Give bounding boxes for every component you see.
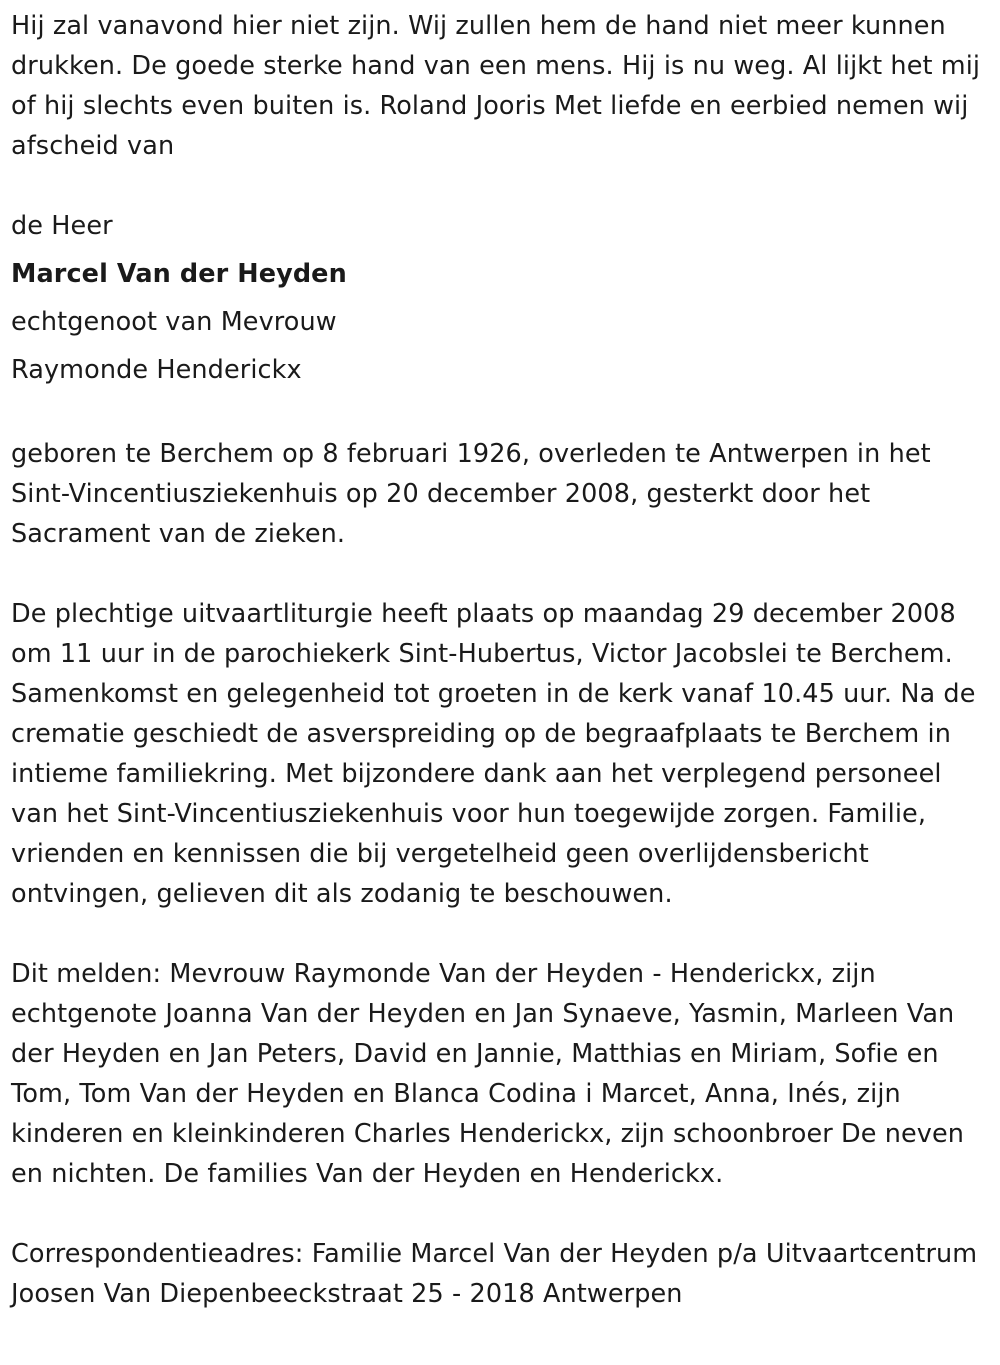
spacer	[11, 554, 990, 594]
announcers-paragraph: Dit melden: Mevrouw Raymonde Van der Heyden - Henderickx, zijn echtgenote Joanna Van der Heyden en Jan Synaeve, Yasmin, Marleen Van der Heyden en Jan Peters, David en Jannie, Matthias en Miriam, Sofie en Tom, Tom Van der Heyden en Blanca Codina i Marcet, Anna, Inés, zijn kinderen en kleinkinderen Charles Henderickx, zijn schoonbroer De neven en nichten. De families Van der Heyden en Henderickx.	[11, 959, 965, 1189]
spacer	[11, 1194, 990, 1234]
spacer	[11, 914, 990, 954]
birth-death-paragraph: geboren te Berchem op 8 februari 1926, overleden te Antwerpen in het Sint-Vincentiusziekenhuis op 20 december 2008, gesterkt door het Sacrament van de zieken.	[11, 439, 931, 549]
spacer	[11, 394, 990, 434]
deceased-title: de Heer	[11, 211, 113, 241]
deceased-relation: echtgenoot van Mevrouw	[11, 307, 337, 337]
deceased-spouse: Raymonde Henderickx	[11, 355, 302, 385]
deceased-block	[11, 206, 990, 394]
intro-paragraph: Hij zal vanavond hier niet zijn. Wij zullen hem de hand niet meer kunnen drukken. De goede sterke hand van een mens. Hij is nu weg. Al lijkt het mij of hij slechts even buiten is. Roland Jooris Met liefde en eerbied nemen wij afscheid van	[11, 11, 981, 161]
ceremony-paragraph: De plechtige uitvaartliturgie heeft plaats op maandag 29 december 2008 om 11 uur in de parochiekerk Sint-Hubertus, Victor Jacobslei te Berchem. Samenkomst en gelegenheid tot groeten in de kerk vanaf 10.45 uur. Na de crematie geschiedt de asverspreiding op de begraafplaats te Berchem in intieme familiekring. Met bijzondere dank aan het verplegend personeel van het Sint-Vincentiusziekenhuis voor hun toegewijde zorgen. Familie, vrienden en kennissen die bij vergetelheid geen overlijdensbericht ontvingen, gelieven dit als zodanig te beschouwen.	[11, 599, 976, 909]
correspondence-paragraph: Correspondentieadres: Familie Marcel Van der Heyden p/a Uitvaartcentrum Joosen Van Diepenbeeckstraat 25 - 2018 Antwerpen	[11, 1239, 978, 1309]
spacer	[11, 166, 990, 206]
deceased-name: Marcel Van der Heyden	[11, 259, 347, 289]
